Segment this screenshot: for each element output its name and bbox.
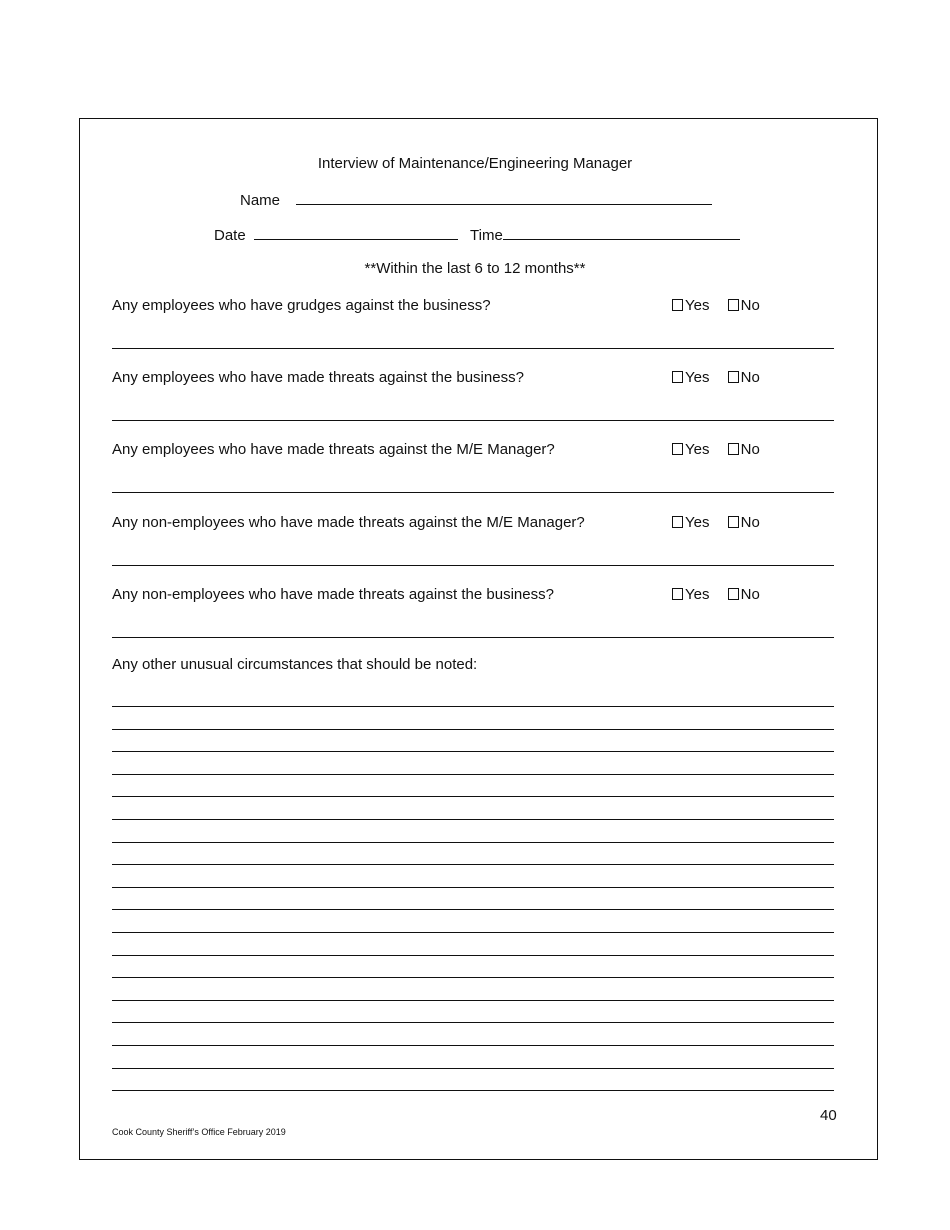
answer-line[interactable] (112, 637, 834, 638)
answer-line[interactable] (112, 492, 834, 493)
question-1-no[interactable]: No (728, 297, 760, 314)
notes-line[interactable] (112, 729, 834, 730)
question-4: Any non-employees who have made threats against the M/E Manager? (112, 514, 585, 531)
notes-line[interactable] (112, 842, 834, 843)
answer-line[interactable] (112, 565, 834, 566)
checkbox-icon[interactable] (672, 588, 683, 600)
notes-line[interactable] (112, 887, 834, 888)
answer-line[interactable] (112, 348, 834, 349)
question-5-no[interactable]: No (728, 586, 760, 603)
checkbox-icon[interactable] (728, 516, 739, 528)
form-title: Interview of Maintenance/Engineering Manager (317, 155, 633, 172)
answer-line[interactable] (112, 420, 834, 421)
name-row (240, 190, 712, 209)
notes-line[interactable] (112, 1045, 834, 1046)
page-number: 40 (820, 1107, 837, 1124)
notes-line[interactable] (112, 864, 834, 865)
checkbox-icon[interactable] (728, 588, 739, 600)
notes-line[interactable] (112, 796, 834, 797)
notes-line[interactable] (112, 774, 834, 775)
time-label: Time (470, 227, 503, 244)
notes-line[interactable] (112, 955, 834, 956)
question-3: Any employees who have made threats against the M/E Manager? (112, 441, 555, 458)
notes-line[interactable] (112, 819, 834, 820)
question-1-yes[interactable]: Yes (672, 297, 709, 314)
notes-line[interactable] (112, 932, 834, 933)
question-5: Any non-employees who have made threats against the business? (112, 586, 554, 603)
name-field[interactable] (296, 190, 712, 205)
question-4-no[interactable]: No (728, 514, 760, 531)
other-circumstances-label: Any other unusual circumstances that should be noted: (112, 656, 478, 673)
notes-line[interactable] (112, 977, 834, 978)
question-2-no[interactable]: No (728, 369, 760, 386)
notes-line[interactable] (112, 909, 834, 910)
question-5-options (672, 586, 774, 603)
notes-line[interactable] (112, 1068, 834, 1069)
name-label: Name (240, 192, 281, 209)
question-1: Any employees who have grudges against the business? (112, 297, 491, 314)
checkbox-icon[interactable] (728, 371, 739, 383)
question-3-yes[interactable]: Yes (672, 441, 709, 458)
checkbox-icon[interactable] (672, 516, 683, 528)
checkbox-icon[interactable] (672, 299, 683, 311)
footer-source: Cook County Sheriff’s Office February 2019 (112, 1127, 286, 1137)
date-field[interactable] (254, 225, 458, 240)
checkbox-icon[interactable] (728, 443, 739, 455)
checkbox-icon[interactable] (672, 443, 683, 455)
checkbox-icon[interactable] (728, 299, 739, 311)
notes-line[interactable] (112, 1022, 834, 1023)
question-2-yes[interactable]: Yes (672, 369, 709, 386)
question-4-yes[interactable]: Yes (672, 514, 709, 531)
question-1-options (672, 297, 774, 314)
question-2: Any employees who have made threats against the business? (112, 369, 524, 386)
time-field[interactable] (503, 225, 740, 240)
question-4-options (672, 514, 774, 531)
notes-line[interactable] (112, 706, 834, 707)
question-5-yes[interactable]: Yes (672, 586, 709, 603)
question-3-no[interactable]: No (728, 441, 760, 458)
notes-line[interactable] (112, 1000, 834, 1001)
question-2-options (672, 369, 774, 386)
date-label: Date (214, 227, 246, 244)
notes-line[interactable] (112, 751, 834, 752)
checkbox-icon[interactable] (672, 371, 683, 383)
question-3-options (672, 441, 774, 458)
notes-line[interactable] (112, 1090, 834, 1091)
date-time-row (214, 225, 740, 244)
time-window-note: **Within the last 6 to 12 months** (364, 260, 586, 277)
